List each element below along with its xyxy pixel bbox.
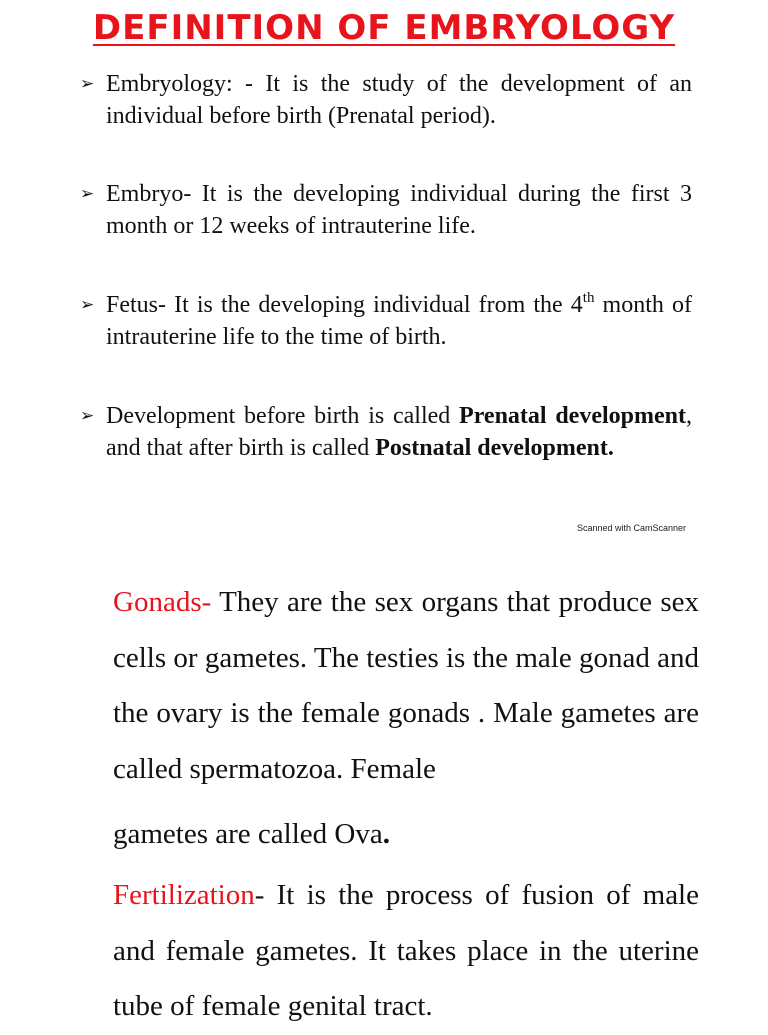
paragraph-period: . bbox=[382, 818, 390, 850]
bullet-text-part: Fetus- It is the developing individual from the 4 bbox=[106, 292, 583, 318]
arrow-bullet-icon: ➢ bbox=[80, 184, 95, 204]
bullet-text-part: month of intrauterine life to the time of birth. bbox=[106, 292, 692, 350]
term-gonads: Gonads- bbox=[113, 586, 212, 618]
bold-term-prenatal: Prenatal development bbox=[459, 403, 686, 429]
bullet-fetus bbox=[80, 289, 692, 353]
paragraph-text: gametes are called Ova bbox=[113, 818, 383, 850]
bullet-text-part: Development before birth is called bbox=[106, 403, 460, 429]
bullet-text-part: , and that after birth is called bbox=[106, 403, 692, 461]
bullet-text: Embryo- It is the developing individual during the first 3 month or 12 weeks of intrauterine life. bbox=[106, 181, 692, 239]
bullet-text: Embryology: - It is the study of the development of an individual before birth (Prenatal period). bbox=[106, 71, 692, 129]
bullet-embryo bbox=[80, 178, 692, 242]
paragraph-gonads bbox=[100, 575, 699, 863]
superscript: th bbox=[582, 290, 595, 306]
arrow-bullet-icon: ➢ bbox=[80, 406, 95, 426]
term-fertilization: Fertilization bbox=[113, 879, 255, 911]
arrow-bullet-icon: ➢ bbox=[80, 74, 95, 94]
bullet-text bbox=[80, 289, 692, 353]
page-title: DEFINITION OF EMBRYOLOGY bbox=[92, 8, 676, 48]
paragraph-last-line bbox=[113, 807, 699, 863]
bullet-development bbox=[80, 400, 692, 464]
paragraph-text: They are the sex organs that produce sex cells or gametes. The testies is the male gonad and the ovary is the female gonads . Male gametes are called spermatozoa. Female bbox=[113, 586, 699, 785]
bullet-text bbox=[80, 400, 692, 464]
paragraph-text: - It is the process of fusion of male and female gametes. It takes place in the uterine tube of female genital tract. bbox=[113, 879, 699, 1022]
scanner-watermark: Scanned with CamScanner bbox=[577, 523, 687, 533]
paragraph-fertilization bbox=[100, 868, 699, 1035]
arrow-bullet-icon: ➢ bbox=[80, 295, 95, 315]
bold-term-postnatal: Postnatal development. bbox=[375, 435, 614, 461]
bullet-embryology bbox=[80, 68, 692, 132]
